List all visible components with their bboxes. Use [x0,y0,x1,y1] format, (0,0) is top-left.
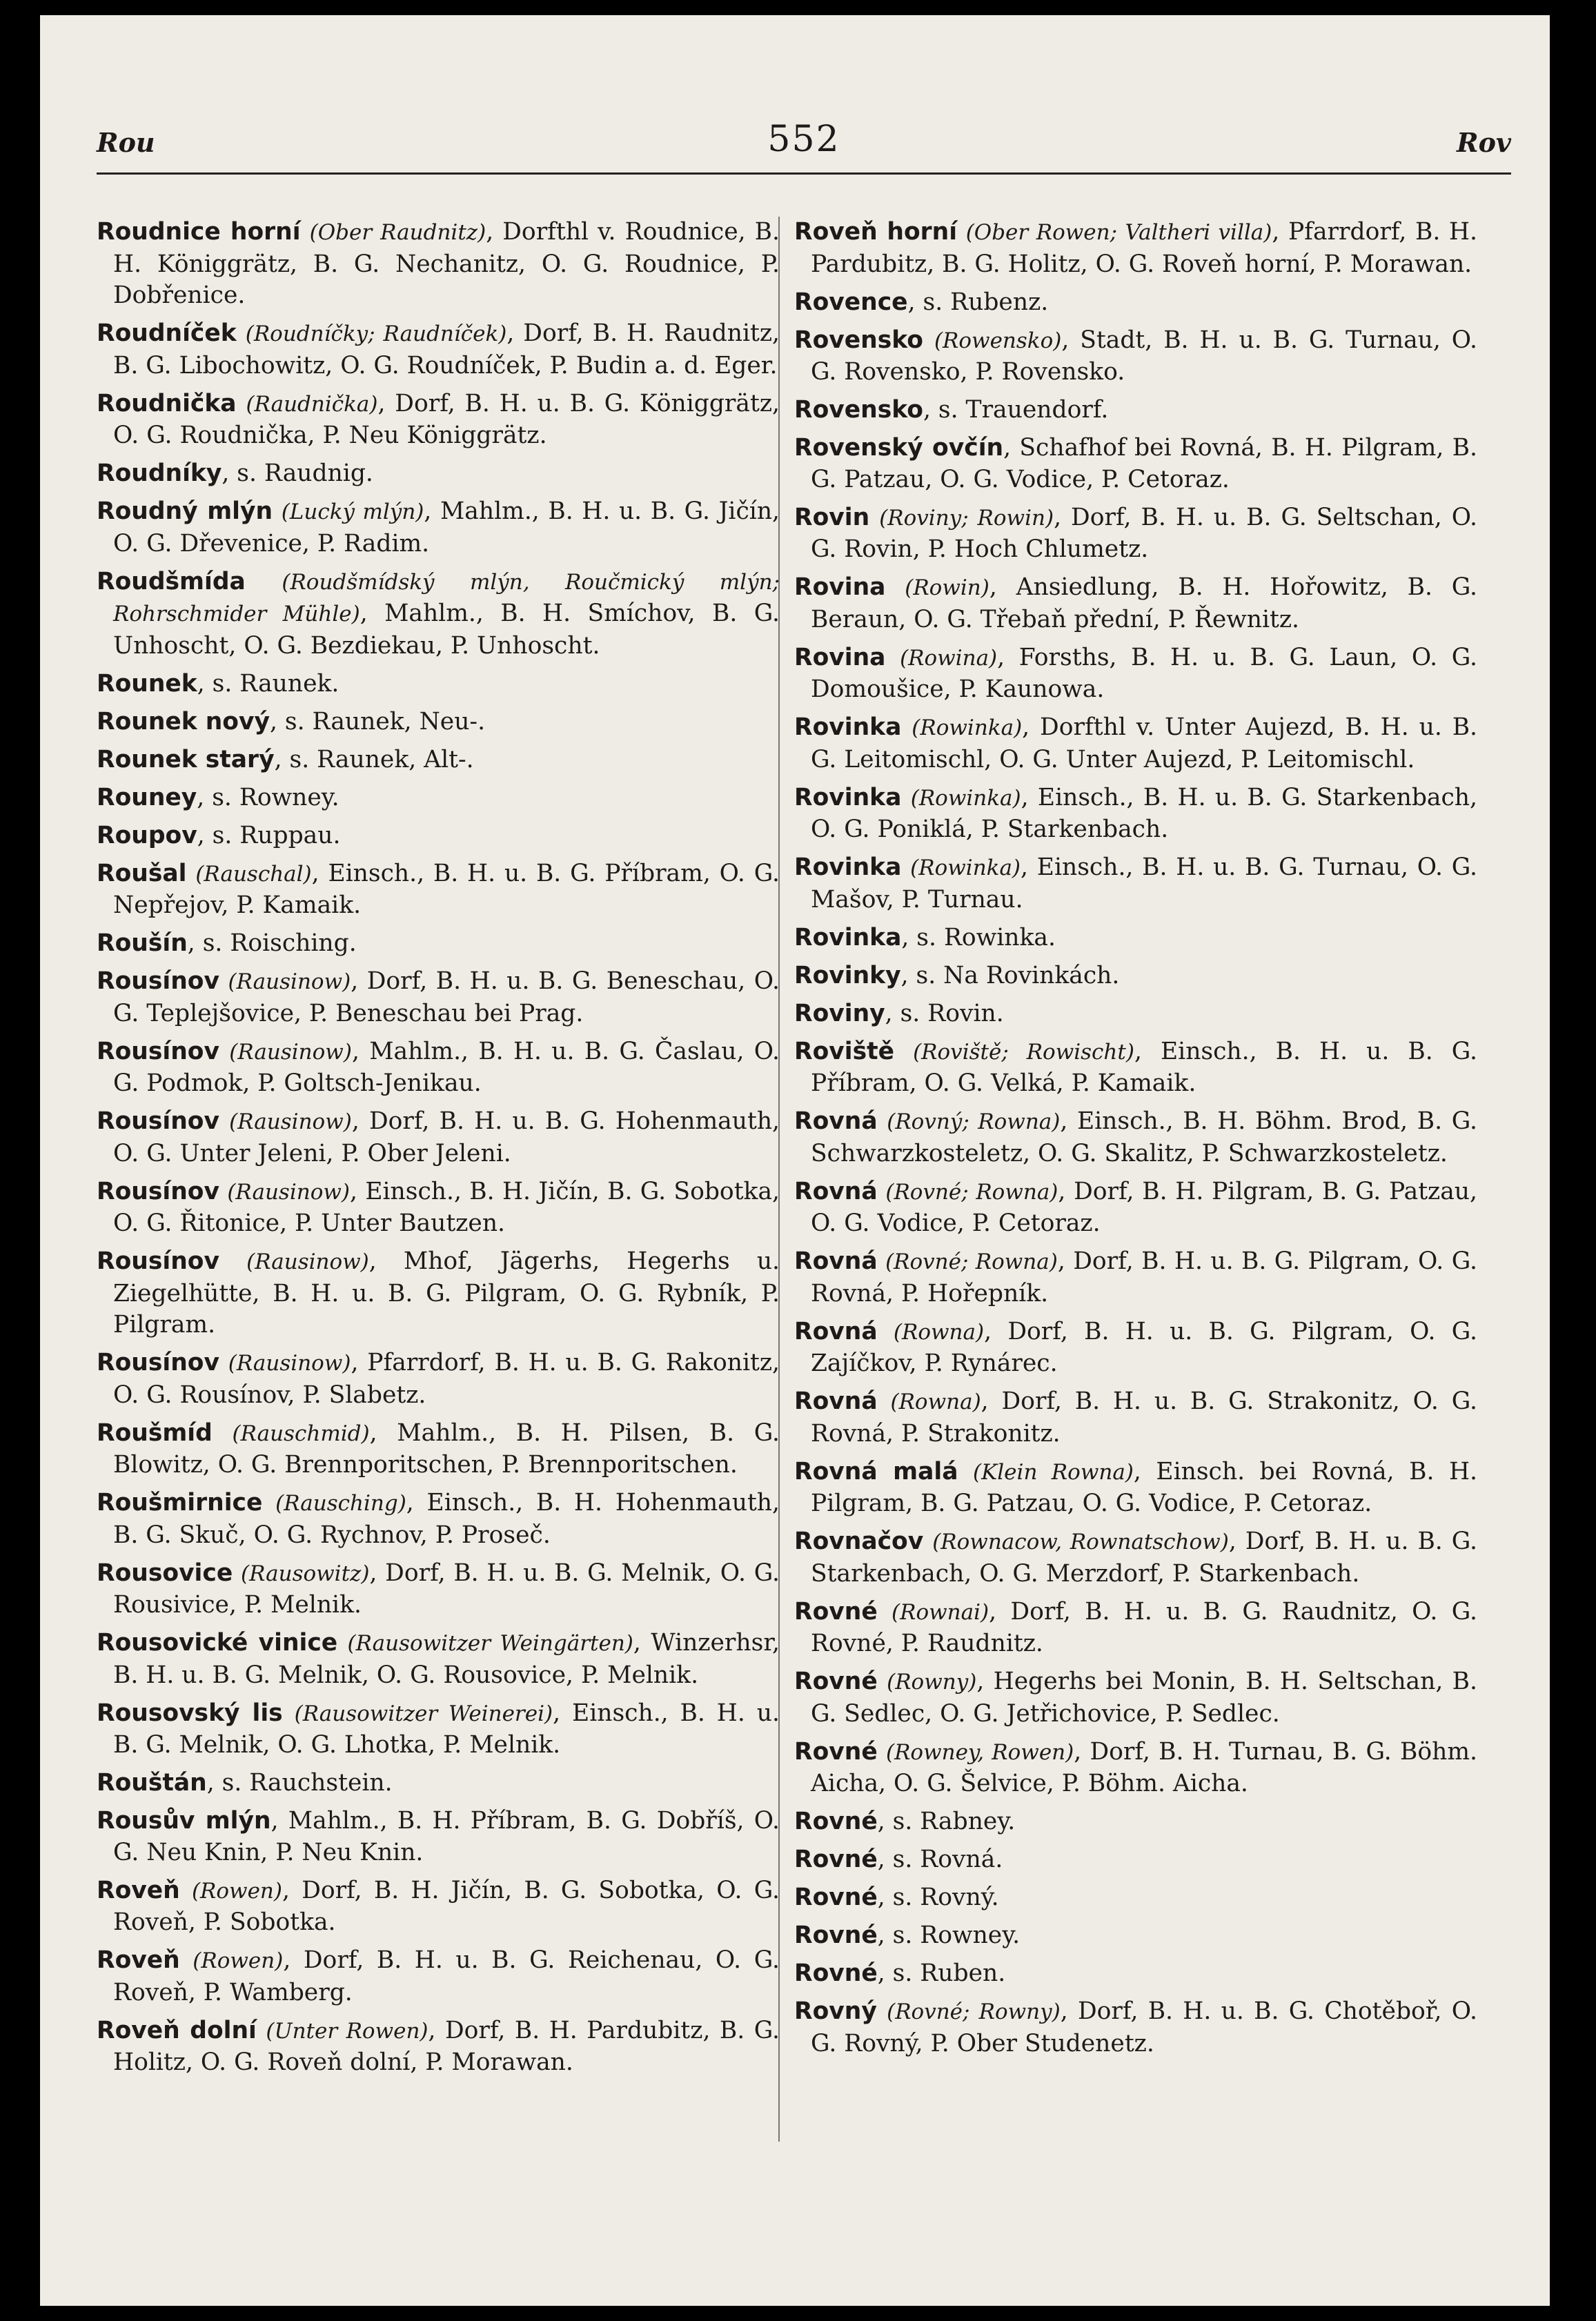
entry-headword: Roušín [97,929,188,957]
entry-headword: Rounek nový [97,707,270,735]
entry-details: , s. Rovný. [877,1884,999,1911]
header-right-guide-word: Rov [1456,127,1511,158]
gazetteer-entry [97,820,780,852]
entry-details: , s. Rubenz. [907,288,1049,316]
entry-headword: Rousínov [97,1177,219,1205]
entry-details: , s. Rabney. [877,1808,1016,1835]
entry-headword: Roudnička [97,389,237,417]
gazetteer-entry [97,1488,780,1551]
gazetteer-entry [97,1418,780,1481]
gazetteer-entry [794,572,1477,635]
entry-headword: Roveň [97,1946,180,1974]
entry-details: , Dorf, B. H. Turnau, B. G. Böhm. Aicha, O. G. Šelvice, P. Böhm. Aicha. [811,1737,1478,1797]
entry-alternate-names: (Rowna) [893,1319,985,1345]
entry-headword: Rovná malá [794,1457,958,1485]
entry-details: , Pfarrdorf, B. H. u. B. G. Rakonitz, O. G. Rousínov, P. Slabetz. [113,1349,780,1409]
entry-headword: Rouštán [97,1769,207,1797]
entry-headword: Rounek [97,669,197,698]
entry-details: , s. Trauendorf. [923,396,1109,424]
entry-details: , s. Rowney. [877,1922,1021,1949]
page-number: 552 [767,119,840,160]
entry-details: , Einsch., B. H. u. B. G. Příbram, O. G. Nepřejov, P. Kamaik. [113,859,780,919]
gazetteer-entry [97,707,780,738]
entry-details: , Dorf, B. H. Raudnitz, B. G. Libochowitz, O. G. Roudníček, P. Budin a. d. Eger. [113,319,780,379]
entry-alternate-names: (Rauschmid) [232,1421,370,1446]
gazetteer-entry [794,1176,1477,1240]
entry-details: , Dorf, B. H. u. B. G. Beneschau, O. G. Teplejšovice, P. Beneschau bei Prag. [113,967,780,1027]
gazetteer-entry [97,858,780,922]
left-column [97,217,780,2085]
entry-details: , Forsths, B. H. u. B. G. Laun, O. G. Domoušice, P. Kaunowa. [811,643,1478,703]
entry-headword: Roušmíd [97,1419,213,1447]
entry-headword: Roudnice horní [97,218,301,246]
entry-alternate-names: (Rovné; Rowny) [887,1999,1061,2024]
entry-details: , s. Rowney. [197,783,339,811]
entry-alternate-names: (Ober Raudnitz) [309,220,486,245]
entry-alternate-names: (Rownai) [891,1599,989,1625]
gazetteer-entry [794,1246,1477,1310]
entry-details: , s. Rovin. [885,999,1004,1027]
gazetteer-entry [794,325,1477,388]
entry-headword: Rovná [794,1387,878,1415]
entry-alternate-names: (Rausowitzer Weinerei) [294,1701,553,1726]
entry-headword: Roveň horní [794,218,958,246]
gazetteer-entry [794,1036,1477,1100]
gazetteer-entry [97,566,780,662]
entry-headword: Rovin [794,503,870,531]
entry-headword: Rovná [794,1177,878,1205]
entry-alternate-names: (Roviště; Rowischt) [913,1039,1134,1065]
gazetteer-entry [97,458,780,490]
entry-headword: Rovná [794,1247,878,1275]
entry-headword: Rouney [97,783,197,811]
entry-details: , Dorf, B. H. Pilgram, B. G. Patzau, O. G. Vodice, P. Cetoraz. [811,1177,1477,1237]
entry-headword: Rovné [794,1922,878,1949]
gazetteer-entry [794,433,1477,495]
entry-headword: Rounek starý [97,745,275,773]
entry-headword: Roušmirnice [97,1489,263,1517]
gazetteer-entry [97,1875,780,1939]
entry-alternate-names: (Lucký mlýn) [281,500,424,524]
entry-alternate-names: (Rowny) [887,1670,977,1695]
gazetteer-entry [794,1958,1477,1990]
entry-headword: Rousínov [97,967,219,995]
gazetteer-entry [97,1036,780,1100]
gazetteer-entry [794,782,1477,846]
gazetteer-entry [794,1386,1477,1450]
gazetteer-entry [97,744,780,776]
entry-details: , Einsch., B. H. u. B. G. Melnik, O. G. Lhotka, P. Melnik. [113,1699,780,1759]
gazetteer-entry [794,998,1477,1030]
gazetteer-entry [97,217,780,312]
entry-details: , Dorf, B. H. u. B. G. Starkenbach, O. G. Merzdorf, P. Starkenbach. [811,1528,1477,1588]
gazetteer-entry [794,852,1477,916]
entry-alternate-names: (Ober Rowen; Valtheri villa) [965,220,1272,245]
entry-headword: Roveň dolní [97,2016,257,2044]
gazetteer-entry [97,1106,780,1169]
entry-details: , Einsch., B. H. Böhm. Brod, B. G. Schwarzkosteletz, O. G. Skalitz, P. Schwarzkosteletz. [811,1107,1477,1167]
gazetteer-entry [794,1456,1477,1520]
entry-headword: Roudníky [97,460,222,487]
entry-headword: Rovenský ovčín [794,434,1004,462]
entry-details: , Winzerhsr, B. H. u. B. G. Melnik, O. G. Rousovice, P. Melnik. [113,1629,780,1689]
entry-details: , Mahlm., B. H. Příbram, B. G. Dobříš, O. G. Neu Knin, P. Neu Knin. [113,1807,780,1866]
entry-headword: Roviny [794,999,885,1027]
entry-details: , s. Roisching. [187,929,357,957]
entry-headword: Rovné [794,1808,878,1835]
entry-details: , Pfarrdorf, B. H. Pardubitz, B. G. Holitz, O. G. Roveň horní, P. Morawan. [811,218,1477,278]
entry-details: , Dorf, B. H. u. B. G. Melnik, O. G. Rousivice, P. Melnik. [113,1559,780,1619]
entry-details: , Mhof, Jägerhs, Hegerhs u. Ziegelhütte, B. H. u. B. G. Pilgram, O. G. Rybník, P. Pilgram. [113,1247,780,1339]
gazetteer-entry [794,1882,1477,1914]
entry-headword: Rovinka [794,853,902,881]
gazetteer-entry [97,1945,780,2008]
entry-details: , s. Rauchstein. [206,1769,393,1797]
gazetteer-entry [794,502,1477,566]
entry-alternate-names: (Rowin) [905,575,989,600]
entry-headword: Roudný mlýn [97,497,273,525]
entry-headword: Rovné [794,1668,878,1695]
entry-details: , Schafhof bei Rovná, B. H. Pilgram, B. G. Patzau, O. G. Vodice, P. Cetoraz. [811,434,1477,493]
entry-details: , s. Raudnig. [221,460,373,487]
entry-alternate-names: (Raudnička) [246,391,378,417]
entry-headword: Rovence [794,288,908,316]
entry-details: , s. Raunek, Neu-. [269,707,486,735]
gazetteer-entry [97,318,780,382]
entry-details: , s. Raunek, Alt-. [274,745,474,773]
entry-details: , Hegerhs bei Monin, B. H. Seltschan, B. G. Sedlec, O. G. Jetřichovice, P. Sedlec. [811,1668,1477,1728]
entry-details: , Ansiedlung, B. H. Hořowitz, B. G. Beraun, O. G. Třebaň přední, P. Řewnitz. [811,573,1477,633]
header-rule [97,172,1511,175]
entry-details: , Dorf, B. H. u. B. G. Pilgram, O. G. Zajíčkov, P. Rynárec. [811,1317,1478,1377]
entry-headword: Rovinka [794,713,902,741]
entry-headword: Roveň [97,1876,180,1904]
entry-headword: Rousínov [97,1349,219,1376]
gazetteer-entry [97,1347,780,1411]
entry-headword: Rovné [794,1959,878,1987]
entry-headword: Rovná [794,1107,878,1135]
gazetteer-entry [97,1768,780,1799]
gazetteer-entry [794,1920,1477,1952]
entry-details: , s. Ruppau. [197,821,341,849]
entry-alternate-names: (Rowen) [191,1878,282,1904]
entry-headword: Roudníček [97,319,237,347]
entry-headword: Rousínov [97,1107,219,1135]
entry-headword: Roudšmída [97,567,246,595]
entry-headword: Rovné [794,1884,878,1911]
gazetteer-entry [794,1526,1477,1590]
gazetteer-entry [794,1996,1477,2060]
entry-alternate-names: (Rausching) [275,1491,406,1516]
entry-details: , Dorf, B. H. u. B. G. Königgrätz, O. G. Roudnička, P. Neu Königgrätz. [113,389,780,449]
entry-alternate-names: (Rausinow) [228,969,351,994]
entry-alternate-names: (Roudníčky; Raudníček) [245,322,507,346]
entry-alternate-names: (Rowinka) [910,856,1021,880]
gazetteer-entry [794,1316,1477,1380]
gazetteer-entry [794,1106,1477,1169]
entry-headword: Rovinka [794,923,902,951]
gazetteer-entry [97,1628,780,1691]
entry-headword: Rovný [794,1997,877,2025]
right-column [794,217,1477,2066]
entry-details: , Mahlm., B. H. u. B. G. Časlau, O. G. Podmok, P. Goltsch-Jenikau. [113,1037,780,1097]
entry-details: , Dorf, B. H. u. B. G. Seltschan, O. G. Rovin, P. Hoch Chlumetz. [811,503,1477,563]
gazetteer-entry [97,2015,780,2079]
entry-details: , Mahlm., B. H. Pilsen, B. G. Blowitz, O. G. Brennporitschen, P. Brennporitschen. [113,1419,780,1479]
entry-details: , s. Na Rovinkách. [900,961,1120,989]
entry-headword: Rousovice [97,1559,233,1587]
entry-alternate-names: (Roviny; Rowin) [879,505,1054,531]
entry-details: , Einsch., B. H. u. B. G. Starkenbach, O. G. Poniklá, P. Starkenbach. [811,783,1477,843]
gazetteer-entry [97,782,780,814]
entry-alternate-names: (Rowinka) [912,715,1023,740]
entry-alternate-names: (Rowinka) [910,785,1021,811]
gazetteer-entry [97,669,780,700]
entry-details: , s. Rovná. [877,1846,1003,1873]
gazetteer-entry [794,1806,1477,1838]
entry-alternate-names: (Rausinow) [227,1179,350,1205]
gazetteer-entry [794,960,1477,992]
entry-headword: Roviště [794,1037,895,1065]
entry-headword: Rousovský lis [97,1699,283,1727]
entry-alternate-names: (Roudšmídský mlýn, Roučmický mlýn; Rohrschmider Mühle) [113,569,780,626]
entry-headword: Rovina [794,643,886,671]
entry-details: , Einsch., B. H. Hohenmauth, B. G. Skuč, O. G. Rychnov, P. Proseč. [113,1489,780,1549]
entry-alternate-names: (Klein Rowna) [973,1459,1134,1485]
entry-headword: Rousínov [97,1037,219,1065]
entry-alternate-names: (Rovné; Rowna) [885,1179,1058,1205]
entry-details: , Dorf, B. H. Jičín, B. G. Sobotka, O. G. Roveň, P. Sobotka. [113,1876,780,1936]
entry-details: , Dorfthl v. Unter Aujezd, B. H. u. B. G. Leitomischl, O. G. Unter Aujezd, P. Leitomischl. [811,713,1478,773]
gazetteer-entry [97,1698,780,1761]
entry-headword: Rovné [794,1597,878,1626]
gazetteer-entry [794,395,1477,426]
entry-headword: Rovnačov [794,1528,924,1555]
entry-details: , Einsch. bei Rovná, B. H. Pilgram, B. G. Patzau, O. G. Vodice, P. Cetoraz. [811,1457,1478,1517]
entry-details: , Dorf, B. H. Pardubitz, B. G. Holitz, O. G. Roveň dolní, P. Morawan. [113,2016,780,2076]
entry-details: , Einsch., B. H. Jičín, B. G. Sobotka, O. G. Řitonice, P. Unter Bautzen. [113,1177,780,1237]
entry-alternate-names: (Rowney, Rowen) [885,1739,1074,1765]
gazetteer-entry [97,966,780,1029]
entry-details: , Mahlm., B. H. Smíchov, B. G. Unhoscht, O. G. Bezdiekau, P. Unhoscht. [113,600,780,660]
entry-details: , Dorf, B. H. u. B. G. Chotěboř, O. G. Rovný, P. Ober Studenetz. [811,1997,1477,2057]
entry-headword: Rovinky [794,961,901,989]
gazetteer-entry [794,1666,1477,1730]
entry-alternate-names: (Rownacow, Rownatschow) [932,1530,1229,1554]
entry-details: , Mahlm., B. H. u. B. G. Jičín, O. G. Dřevenice, P. Radim. [113,497,780,557]
gazetteer-entry [794,712,1477,776]
gazetteer-entry [794,642,1477,706]
entry-details: , Dorfthl v. Roudnice, B. H. Königgrätz, B. G. Nechanitz, O. G. Roudnice, P. Dobřenice. [113,218,780,309]
header-left-guide-word: Rou [97,127,155,158]
entry-headword: Rovná [794,1317,878,1345]
gazetteer-entry [794,217,1477,280]
gazetteer-entry [794,1844,1477,1876]
entry-details: , s. Rowinka. [901,923,1056,951]
entry-alternate-names: (Rowina) [900,645,998,671]
entry-headword: Rousínov [97,1247,219,1275]
gazetteer-entry [97,1558,780,1621]
entry-headword: Rovinka [794,783,902,811]
entry-headword: Roupov [97,821,197,849]
entry-alternate-names: (Rausinow) [229,1109,352,1134]
entry-details: , Dorf, B. H. u. B. G. Raudnitz, O. G. Rovné, P. Raudnitz. [811,1597,1477,1657]
entry-details: , Dorf, B. H. u. B. G. Reichenau, O. G. Roveň, P. Wamberg. [113,1946,780,2006]
entry-headword: Roušal [97,859,187,887]
entry-alternate-names: (Rausinow) [229,1039,352,1065]
entry-alternate-names: (Rowensko) [934,328,1062,353]
entry-headword: Rovné [794,1846,878,1873]
gazetteer-entry [794,922,1477,954]
gazetteer-entry [97,1246,780,1341]
entry-details: , Dorf, B. H. u. B. G. Strakonitz, O. G. Rovná, P. Strakonitz. [811,1387,1478,1448]
entry-details: , s. Ruben. [877,1959,1006,1987]
gazetteer-entry [97,1806,780,1868]
gazetteer-entry [97,496,780,560]
dictionary-page [40,15,1550,2306]
entry-details: , Stadt, B. H. u. B. G. Turnau, O. G. Rovensko, P. Rovensko. [811,326,1477,386]
entry-alternate-names: (Rovný; Rowna) [887,1109,1061,1134]
gazetteer-entry [97,1176,780,1240]
gazetteer-entry [97,928,780,960]
entry-headword: Rovensko [794,326,923,354]
gazetteer-entry [794,1737,1477,1800]
entry-headword: Rovensko [794,396,923,424]
entry-alternate-names: (Rausinow) [246,1250,369,1274]
entry-details: , Einsch., B. H. u. B. G. Příbram, O. G. Velká, P. Kamaik. [811,1037,1478,1097]
entry-details: , Einsch., B. H. u. B. G. Turnau, O. G. Mašov, P. Turnau. [811,853,1477,913]
entry-alternate-names: (Rowen) [193,1948,284,1973]
entry-headword: Rousovické vinice [97,1629,338,1657]
entry-alternate-names: (Rowna) [890,1390,981,1414]
gazetteer-entry [97,388,780,452]
entry-alternate-names: (Unter Rowen) [266,2018,428,2044]
gazetteer-entry [794,1597,1477,1660]
entry-headword: Rovina [794,573,886,601]
entry-headword: Rovné [794,1737,878,1766]
entry-details: , s. Raunek. [197,669,339,698]
entry-headword: Rousův mlýn [97,1807,271,1835]
entry-alternate-names: (Rauschal) [195,861,312,887]
gazetteer-entry [794,287,1477,319]
page-header [97,119,1511,167]
entry-details: , Dorf, B. H. u. B. G. Hohenmauth, O. G. Unter Jeleni, P. Ober Jeleni. [113,1107,780,1167]
entry-details: , Dorf, B. H. u. B. G. Pilgram, O. G. Rovná, P. Hořepník. [811,1247,1478,1307]
entry-alternate-names: (Rovné; Rowna) [885,1250,1058,1274]
entry-alternate-names: (Rausinow) [228,1351,351,1376]
entry-alternate-names: (Rausowitzer Weingärten) [347,1631,633,1656]
entry-alternate-names: (Rausowitz) [240,1561,370,1586]
